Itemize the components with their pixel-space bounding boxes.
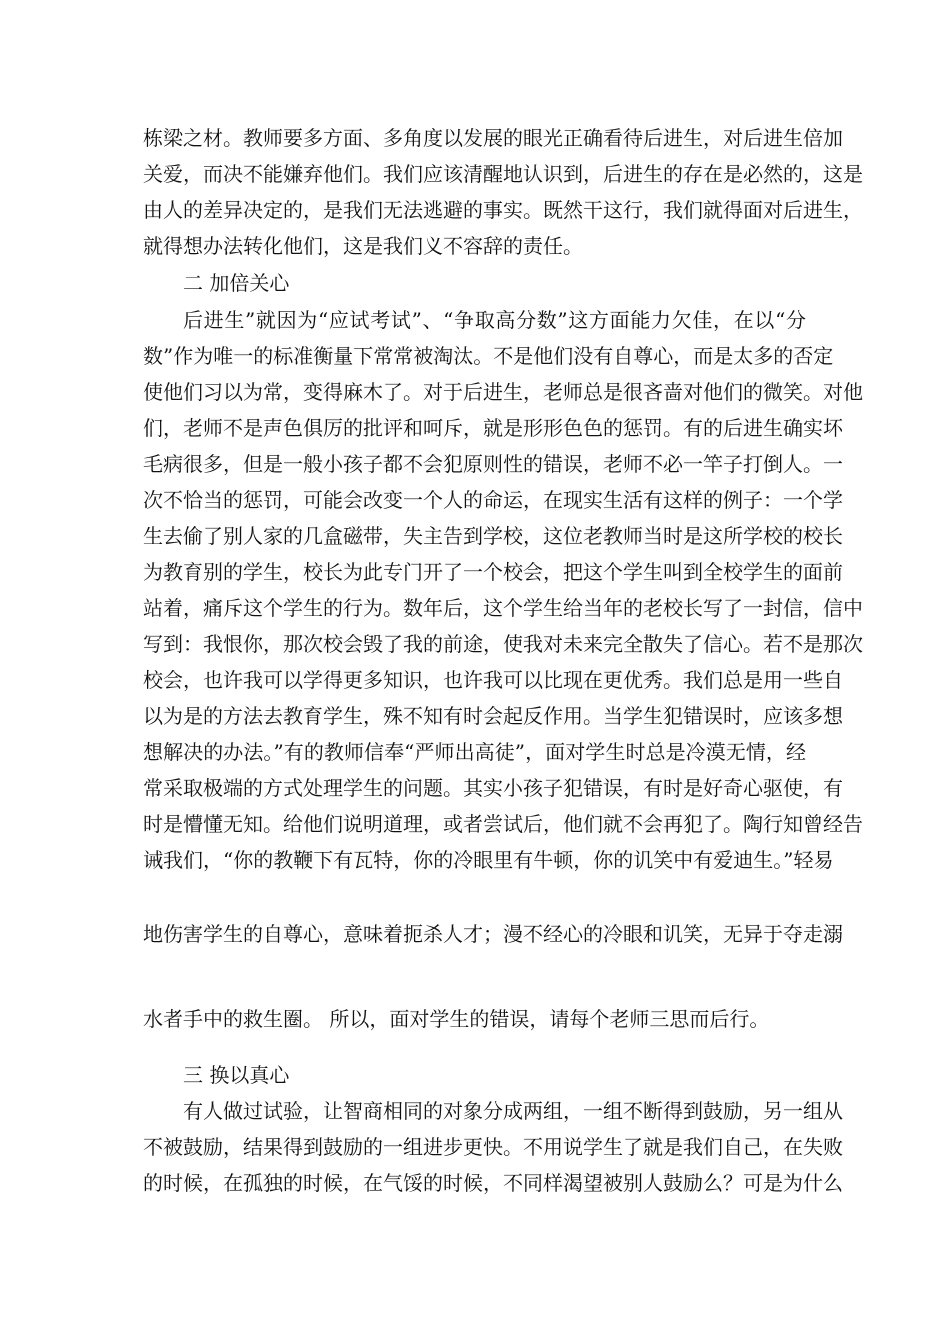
paragraph-2-line-15: 时是懵懂无知。给他们说明道理，或者尝试后，他们就不会再犯了。陶行知曾经告 xyxy=(143,812,863,836)
section-heading-2: 二 加倍关心 xyxy=(183,271,290,295)
paragraph-2-line-17: 地伤害学生的自尊心，意味着扼杀人才；漫不经心的冷眼和讥笑，无异于夺走溺 xyxy=(143,922,843,946)
paragraph-2-line-14: 常采取极端的方式处理学生的问题。其实小孩子犯错误，有时是好奇心驱使，有 xyxy=(143,776,843,800)
paragraph-1-line-4: 就得想办法转化他们，这是我们义不容辞的责任。 xyxy=(143,234,583,258)
section-heading-3: 三 换以真心 xyxy=(183,1063,290,1087)
paragraph-2-line-18: 水者手中的救生圈。 所以，面对学生的错误，请每个老师三思而后行。 xyxy=(143,1007,770,1031)
paragraph-2-line-16: 诫我们，“你的教鞭下有瓦特，你的冷眼里有牛顿，你的讥笑中有爱迪生。”轻易 xyxy=(143,848,834,872)
paragraph-2-line-13: 想解决的办法。”有的教师信奉“严师出高徒”，面对学生时总是冷漠无情，经 xyxy=(143,740,806,764)
paragraph-2-line-12: 以为是的方法去教育学生，殊不知有时会起反作用。当学生犯错误时，应该多想 xyxy=(143,704,843,728)
paragraph-2-line-11: 校会，也许我可以学得更多知识，也许我可以比现在更优秀。我们总是用一些自 xyxy=(143,668,843,692)
paragraph-2-line-3: 使他们习以为常，变得麻木了。对于后进生，老师总是很吝啬对他们的微笑。对他 xyxy=(143,380,863,404)
paragraph-2-line-10: 写到：我恨你，那次校会毁了我的前途，使我对未来完全散失了信心。若不是那次 xyxy=(143,632,863,656)
paragraph-1-line-1: 栋梁之材。教师要多方面、多角度以发展的眼光正确看待后进生，对后进生倍加 xyxy=(143,126,843,150)
paragraph-2-line-7: 生去偷了别人家的几盒磁带，失主告到学校，这位老教师当时是这所学校的校长 xyxy=(143,524,843,548)
paragraph-2-line-6: 次不恰当的惩罚，可能会改变一个人的命运，在现实生活有这样的例子：一个学 xyxy=(143,488,843,512)
paragraph-3-line-2: 不被鼓励，结果得到鼓励的一组进步更快。不用说学生了就是我们自己，在失败 xyxy=(143,1135,843,1159)
paragraph-2-line-5: 毛病很多，但是一般小孩子都不会犯原则性的错误，老师不必一竿子打倒人。一 xyxy=(143,452,843,476)
paragraph-3-line-3: 的时候，在孤独的时候，在气馁的时候，不同样渴望被别人鼓励么？可是为什么 xyxy=(143,1171,843,1195)
paragraph-2-line-1: 后进生”就因为“应试考试”、“争取高分数”这方面能力欠佳，在以“分 xyxy=(183,308,806,332)
paragraph-2-line-2: 数”作为唯一的标准衡量下常常被淘汰。不是他们没有自尊心，而是太多的否定 xyxy=(143,344,834,368)
paragraph-2-line-9: 站着，痛斥这个学生的行为。数年后，这个学生给当年的老校长写了一封信，信中 xyxy=(143,596,863,620)
paragraph-3-line-1: 有人做过试验，让智商相同的对象分成两组，一组不断得到鼓励，另一组从 xyxy=(183,1099,843,1123)
paragraph-1-line-2: 关爱，而决不能嫌弃他们。我们应该清醒地认识到，后进生的存在是必然的，这是 xyxy=(143,162,863,186)
paragraph-2-line-8: 为教育别的学生，校长为此专门开了一个校会，把这个学生叫到全校学生的面前 xyxy=(143,560,843,584)
paragraph-2-line-4: 们，老师不是声色俱厉的批评和呵斥，就是形形色色的惩罚。有的后进生确实坏 xyxy=(143,416,843,440)
paragraph-1-line-3: 由人的差异决定的，是我们无法逃避的事实。既然干这行，我们就得面对后进生， xyxy=(143,198,863,222)
